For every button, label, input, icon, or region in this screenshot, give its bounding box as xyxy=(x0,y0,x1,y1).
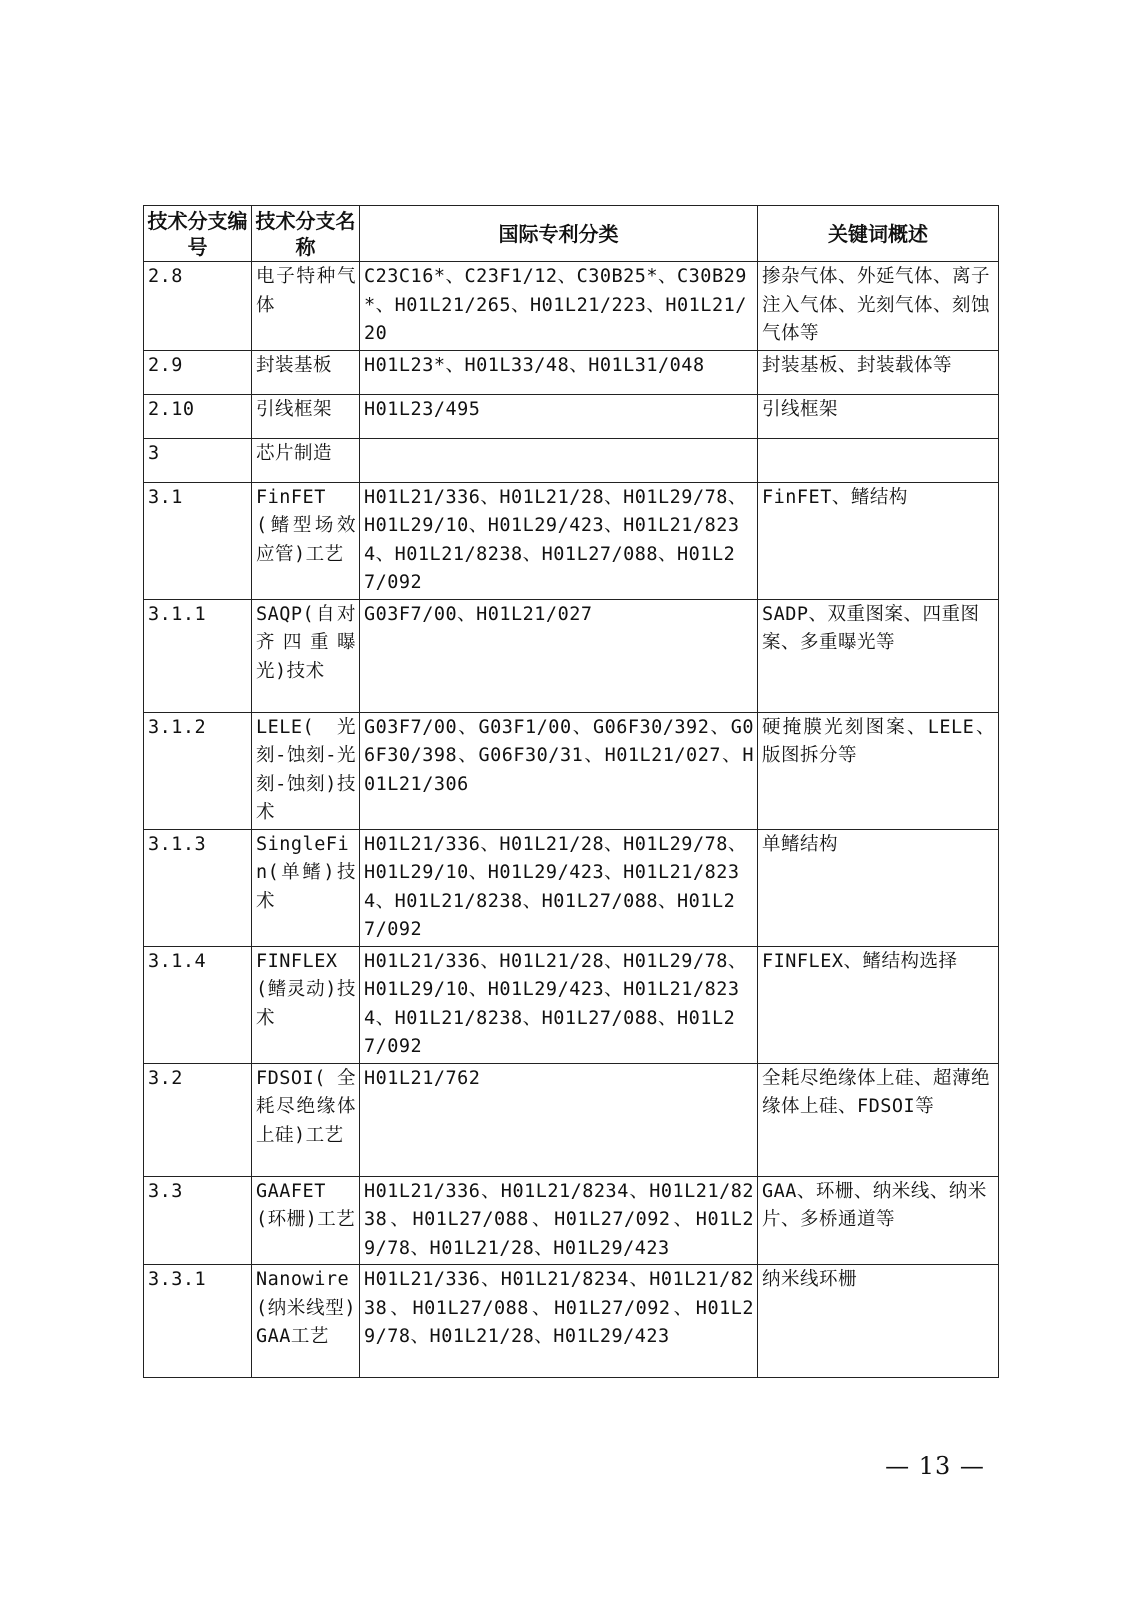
patent-classification-table xyxy=(143,205,999,1378)
ipc-cell: G03F7/00、H01L21/027 xyxy=(360,599,758,712)
header-branch-code: 技术分支编号 xyxy=(144,206,252,262)
table-row xyxy=(144,482,999,599)
ipc-cell: C23C16*、C23F1/12、C30B25*、C30B29*、H01L21/265、H01L21/223、H01L21/20 xyxy=(360,262,758,351)
ipc-cell: H01L21/336、H01L21/28、H01L29/78、H01L29/10、H01L29/423、H01L21/8234、H01L21/8238、H01L27/088、H01L27/092 xyxy=(360,829,758,946)
keywords-cell: GAA、环栅、纳米线、纳米片、多桥通道等 xyxy=(758,1176,999,1265)
keywords-cell xyxy=(758,438,999,482)
branch-name-cell: GAAFET(环栅)工艺 xyxy=(252,1176,360,1265)
keywords-cell: FinFET、鳍结构 xyxy=(758,482,999,599)
branch-name-cell: 封装基板 xyxy=(252,350,360,394)
branch-name-cell: SingleFin(单鳍)技术 xyxy=(252,829,360,946)
header-keywords: 关键词概述 xyxy=(758,206,999,262)
branch-name-cell: FinFET(鳍型场效应管)工艺 xyxy=(252,482,360,599)
keywords-cell: 硬掩膜光刻图案、LELE、版图拆分等 xyxy=(758,712,999,829)
table-row xyxy=(144,262,999,351)
branch-name-cell: FINFLEX(鳍灵动)技术 xyxy=(252,946,360,1063)
table-row xyxy=(144,1265,999,1378)
branch-code-cell: 2.9 xyxy=(144,350,252,394)
ipc-cell: H01L21/762 xyxy=(360,1063,758,1176)
ipc-cell: G03F7/00、G03F1/00、G06F30/392、G06F30/398、G06F30/31、H01L21/027、H01L21/306 xyxy=(360,712,758,829)
branch-name-cell: SAQP(自对齐四重曝光)技术 xyxy=(252,599,360,712)
header-ipc: 国际专利分类 xyxy=(360,206,758,262)
table-header-row xyxy=(144,206,999,262)
table-row xyxy=(144,946,999,1063)
ipc-cell: H01L21/336、H01L21/8234、H01L21/8238、H01L27/088、H01L27/092、H01L29/78、H01L21/28、H01L29/423 xyxy=(360,1265,758,1378)
branch-code-cell: 3.3 xyxy=(144,1176,252,1265)
branch-code-cell: 3.1.4 xyxy=(144,946,252,1063)
ipc-cell: H01L23*、H01L33/48、H01L31/048 xyxy=(360,350,758,394)
ipc-cell: H01L21/336、H01L21/8234、H01L21/8238、H01L27/088、H01L27/092、H01L29/78、H01L21/28、H01L29/423 xyxy=(360,1176,758,1265)
keywords-cell: 纳米线环栅 xyxy=(758,1265,999,1378)
table-row xyxy=(144,712,999,829)
header-branch-name: 技术分支名称 xyxy=(252,206,360,262)
branch-code-cell: 3.1 xyxy=(144,482,252,599)
branch-name-cell: FDSOI(全耗尽绝缘体上硅)工艺 xyxy=(252,1063,360,1176)
ipc-cell: H01L21/336、H01L21/28、H01L29/78、H01L29/10、H01L29/423、H01L21/8234、H01L21/8238、H01L27/088、H01L27/092 xyxy=(360,946,758,1063)
branch-name-cell: 芯片制造 xyxy=(252,438,360,482)
ipc-cell xyxy=(360,438,758,482)
table-row xyxy=(144,829,999,946)
branch-code-cell: 3.1.1 xyxy=(144,599,252,712)
keywords-cell: 封装基板、封装载体等 xyxy=(758,350,999,394)
branch-code-cell: 3.2 xyxy=(144,1063,252,1176)
branch-name-cell: 电子特种气体 xyxy=(252,262,360,351)
page-number: — 13 — xyxy=(885,1452,985,1480)
table-row xyxy=(144,1063,999,1176)
table-row xyxy=(144,1176,999,1265)
ipc-cell: H01L23/495 xyxy=(360,394,758,438)
keywords-cell: 引线框架 xyxy=(758,394,999,438)
branch-code-cell: 3.3.1 xyxy=(144,1265,252,1378)
ipc-cell: H01L21/336、H01L21/28、H01L29/78、H01L29/10、H01L29/423、H01L21/8234、H01L21/8238、H01L27/088、H01L27/092 xyxy=(360,482,758,599)
table-row xyxy=(144,394,999,438)
keywords-cell: FINFLEX、鳍结构选择 xyxy=(758,946,999,1063)
branch-code-cell: 2.10 xyxy=(144,394,252,438)
branch-name-cell: 引线框架 xyxy=(252,394,360,438)
keywords-cell: 单鳍结构 xyxy=(758,829,999,946)
branch-code-cell: 3.1.2 xyxy=(144,712,252,829)
branch-code-cell: 3 xyxy=(144,438,252,482)
branch-code-cell: 2.8 xyxy=(144,262,252,351)
keywords-cell: SADP、双重图案、四重图案、多重曝光等 xyxy=(758,599,999,712)
table-row xyxy=(144,438,999,482)
keywords-cell: 全耗尽绝缘体上硅、超薄绝缘体上硅、FDSOI等 xyxy=(758,1063,999,1176)
branch-name-cell: Nanowire(纳米线型)GAA工艺 xyxy=(252,1265,360,1378)
branch-code-cell: 3.1.3 xyxy=(144,829,252,946)
table-row xyxy=(144,350,999,394)
table-row xyxy=(144,599,999,712)
keywords-cell: 掺杂气体、外延气体、离子注入气体、光刻气体、刻蚀气体等 xyxy=(758,262,999,351)
branch-name-cell: LELE(光刻-蚀刻-光刻-蚀刻)技术 xyxy=(252,712,360,829)
